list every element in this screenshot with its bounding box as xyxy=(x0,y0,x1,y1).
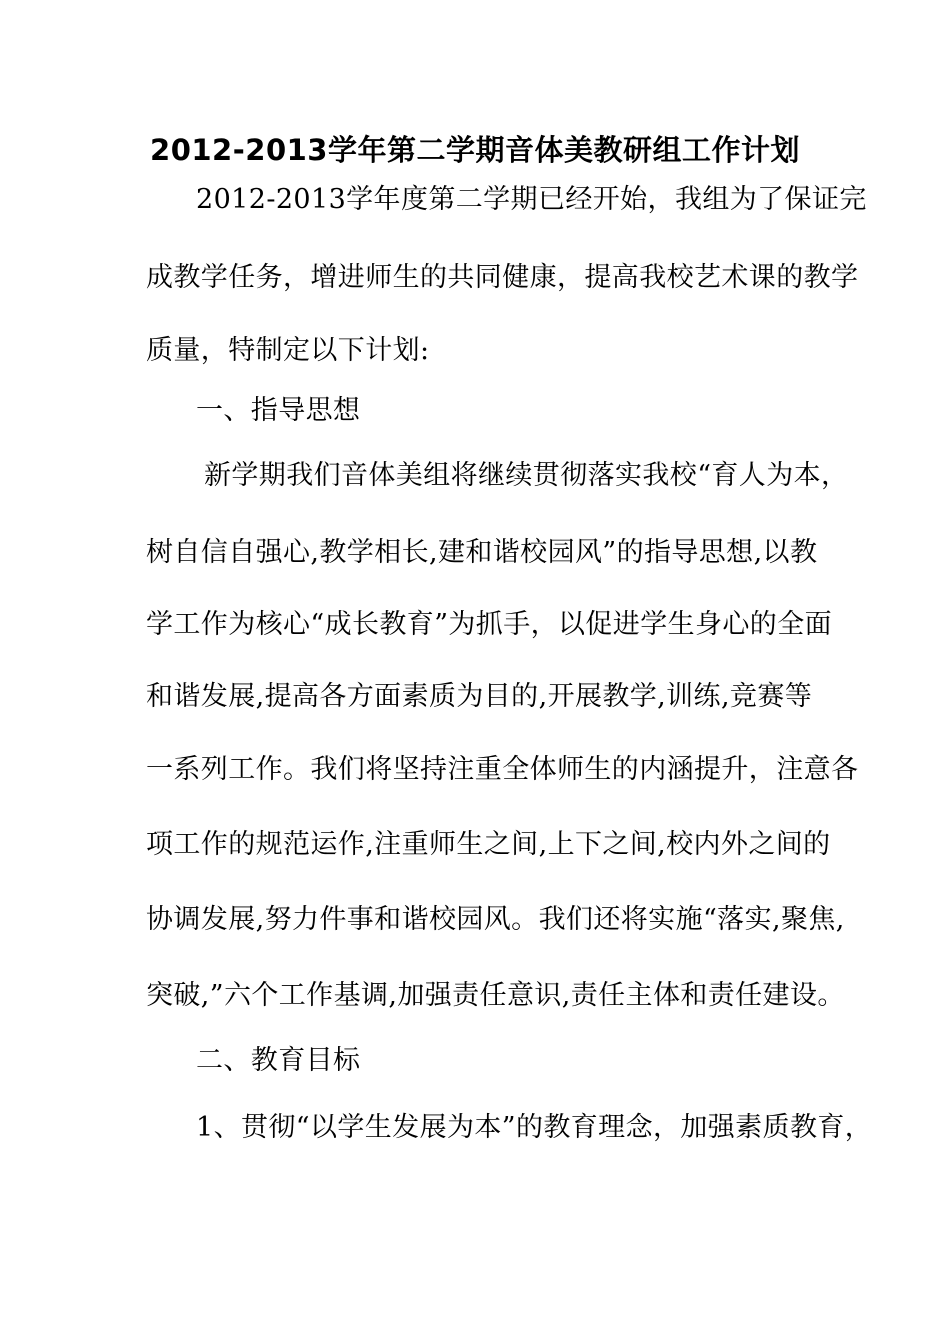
paragraph-line: 1、贯彻“以学生发展为本”的教育理念，加强素质教育， xyxy=(196,1112,873,1143)
paragraph-line: 突破,”六个工作基调,加强责任意识,责任主体和责任建设。 xyxy=(146,980,845,1011)
paragraph-line: 项工作的规范运作,注重师生之间,上下之间,校内外之间的 xyxy=(146,829,831,860)
document-title: 2012-2013学年第二学期音体美教研组工作计划 xyxy=(150,133,800,167)
paragraph-line: 一系列工作。我们将坚持注重全体师生的内涵提升，注意各 xyxy=(146,754,859,785)
paragraph-line: 质量，特制定以下计划: xyxy=(146,335,430,366)
paragraph-line: 协调发展,努力件事和谐校园风。我们还将实施“落实,聚焦, xyxy=(146,904,845,935)
section-heading: 一、指导思想 xyxy=(196,395,361,426)
paragraph-line: 学工作为核心“成长教育”为抓手，以促进学生身心的全面 xyxy=(146,609,833,640)
section-heading: 二、教育目标 xyxy=(196,1045,361,1076)
paragraph-line: 和谐发展,提高各方面素质为目的,开展教学,训练,竞赛等 xyxy=(146,681,813,712)
paragraph-line: 新学期我们音体美组将继续贯彻落实我校“育人为本， xyxy=(204,460,849,491)
paragraph-line: 成教学任务，增进师生的共同健康，提高我校艺术课的教学 xyxy=(146,262,859,293)
paragraph-line: 树自信自强心,教学相长,建和谐校园风”的指导思想,以教 xyxy=(146,537,818,568)
paragraph-line: 2012-2013学年度第二学期已经开始，我组为了保证完 xyxy=(196,184,867,215)
